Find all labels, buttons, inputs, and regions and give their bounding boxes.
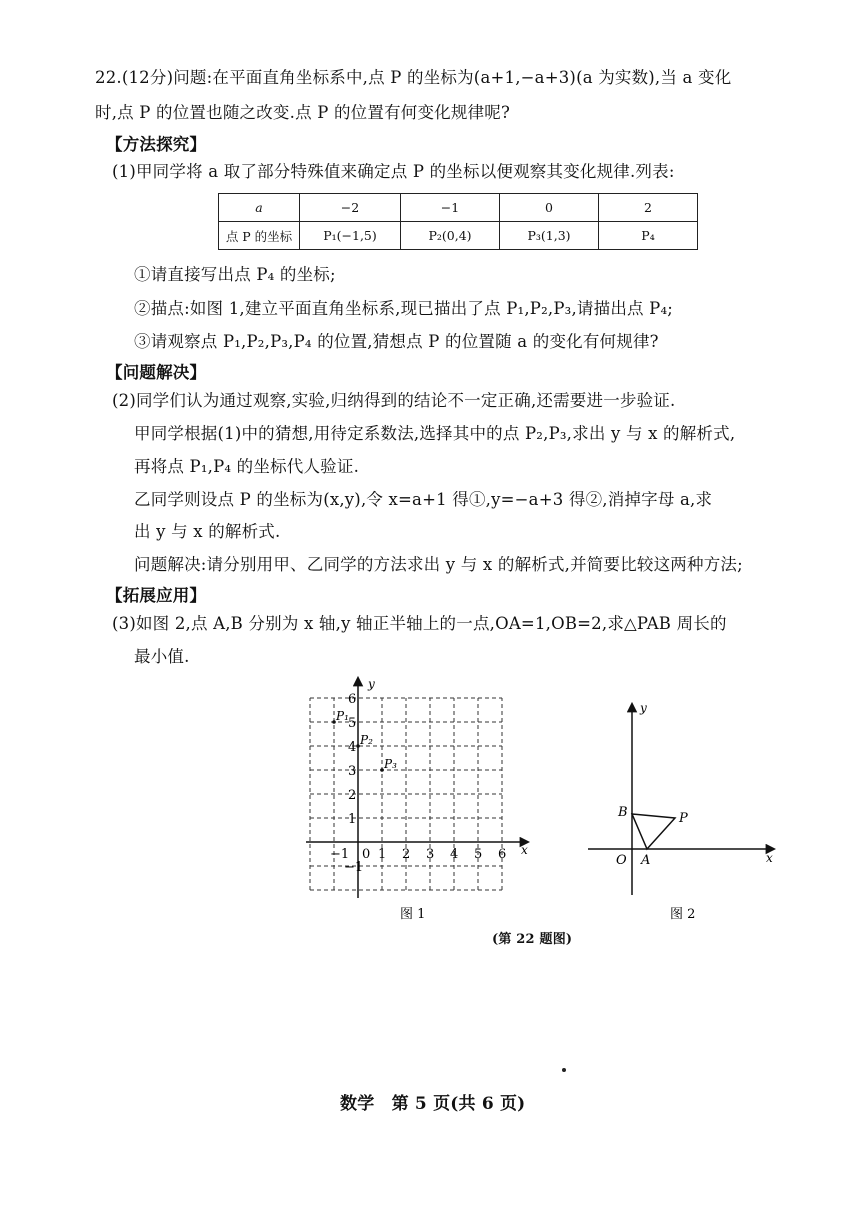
x-tick-label: −1 bbox=[330, 847, 350, 862]
point-label: P₁ bbox=[336, 709, 349, 723]
x-tick-labels bbox=[330, 847, 506, 862]
x-tick-label: 2 bbox=[402, 847, 411, 862]
question-intro-line-1: 22.(12分)问题:在平面直角坐标系中,点 P 的坐标为(a+1,−a+3)(a 为实数),当 a 变化 bbox=[95, 68, 732, 87]
page-footer: 数学 第 5 页(共 6 页) bbox=[340, 1094, 526, 1114]
y-axis-label: y bbox=[368, 677, 375, 691]
question-intro-line-2: 时,点 P 的位置也随之改变.点 P 的位置有何变化规律呢? bbox=[95, 103, 511, 122]
part2-line-1: (2)同学们认为通过观察,实验,归纳得到的结论不一定正确,还需要进一步验证. bbox=[112, 391, 676, 410]
stray-dot bbox=[562, 1068, 566, 1072]
part2-line-3: 再将点 P₁,P₄ 的坐标代人验证. bbox=[134, 457, 360, 476]
y-tick-label: 1 bbox=[348, 812, 357, 827]
triangle-pab bbox=[632, 814, 675, 849]
part1-item-3: ③请观察点 P₁,P₂,P₃,P₄ 的位置,猜想点 P 的位置随 a 的变化有何规律? bbox=[134, 332, 659, 351]
label-a: A bbox=[641, 853, 651, 868]
y-tick-label: 3 bbox=[348, 764, 357, 779]
figure-caption: (第 22 题图) bbox=[492, 932, 573, 947]
table-cell: P₁(−1,5) bbox=[300, 222, 401, 250]
table-cell: 点 P 的坐标 bbox=[219, 222, 300, 250]
table-cell: 2 bbox=[599, 194, 698, 222]
table-cell: P₃(1,3) bbox=[500, 222, 599, 250]
label-o: O bbox=[616, 853, 627, 868]
part3-line-1: (3)如图 2,点 A,B 分别为 x 轴,y 轴正半轴上的一点,OA=1,OB=2,求△PAB 周长的 bbox=[112, 614, 727, 633]
section-method: 【方法探究】 bbox=[106, 135, 207, 154]
table-row bbox=[219, 194, 698, 222]
figure-2-caption: 图 2 bbox=[670, 907, 696, 922]
section-solve: 【问题解决】 bbox=[106, 363, 207, 382]
x-tick-label: 3 bbox=[426, 847, 435, 862]
x-tick-label: 1 bbox=[378, 847, 387, 862]
part2-line-6: 问题解决:请分别用甲、乙同学的方法求出 y 与 x 的解析式,并简要比较这两种方法; bbox=[134, 555, 743, 574]
y-tick-labels bbox=[344, 692, 363, 875]
label-b: B bbox=[618, 805, 628, 820]
plotted-point bbox=[380, 768, 384, 772]
x-tick-label: 5 bbox=[474, 847, 483, 862]
fig2-y-label: y bbox=[640, 701, 647, 715]
part1-intro: (1)甲同学将 a 取了部分特殊值来确定点 P 的坐标以便观察其变化规律.列表: bbox=[112, 162, 675, 181]
x-axis-label: x bbox=[521, 843, 528, 857]
y-tick-label: 5 bbox=[348, 716, 357, 731]
section-extension: 【拓展应用】 bbox=[106, 586, 207, 605]
part2-line-5: 出 y 与 x 的解析式. bbox=[134, 522, 281, 541]
point-label: P₃ bbox=[384, 757, 397, 771]
part3-line-2: 最小值. bbox=[134, 647, 190, 666]
table-cell: −1 bbox=[401, 194, 500, 222]
x-tick-label: 6 bbox=[498, 847, 507, 862]
origin-label: 0 bbox=[362, 847, 371, 862]
plotted-point bbox=[356, 744, 360, 748]
y-tick-label: −1 bbox=[344, 860, 364, 875]
y-tick-label: 6 bbox=[348, 692, 357, 707]
grid-lines bbox=[310, 698, 502, 890]
part2-line-2: 甲同学根据(1)中的猜想,用待定系数法,选择其中的点 P₂,P₃,求出 y 与 x 的解析式, bbox=[134, 424, 736, 443]
table-cell: −2 bbox=[300, 194, 401, 222]
table-row bbox=[219, 222, 698, 250]
plotted-points bbox=[332, 709, 397, 772]
fig2-x-label: x bbox=[766, 851, 773, 865]
table-cell: P₂(0,4) bbox=[401, 222, 500, 250]
point-label: P₂ bbox=[360, 733, 373, 747]
y-tick-label: 4 bbox=[348, 740, 357, 755]
plotted-point bbox=[332, 720, 336, 724]
table-cell: P₄ bbox=[599, 222, 698, 250]
part1-item-2: ②描点:如图 1,建立平面直角坐标系,现已描出了点 P₁,P₂,P₃,请描出点 P₄; bbox=[134, 299, 674, 318]
table-cell: 0 bbox=[500, 194, 599, 222]
value-table bbox=[218, 193, 698, 250]
label-p: P bbox=[679, 811, 688, 826]
table-cell: a bbox=[219, 194, 300, 222]
x-tick-label: 4 bbox=[450, 847, 459, 862]
y-tick-label: 2 bbox=[348, 788, 357, 803]
figure-1-caption: 图 1 bbox=[400, 907, 426, 922]
part1-item-1: ①请直接写出点 P₄ 的坐标; bbox=[134, 265, 336, 284]
part2-line-4: 乙同学则设点 P 的坐标为(x,y),令 x=a+1 得①,y=−a+3 得②,消掉字母 a,求 bbox=[134, 490, 713, 509]
